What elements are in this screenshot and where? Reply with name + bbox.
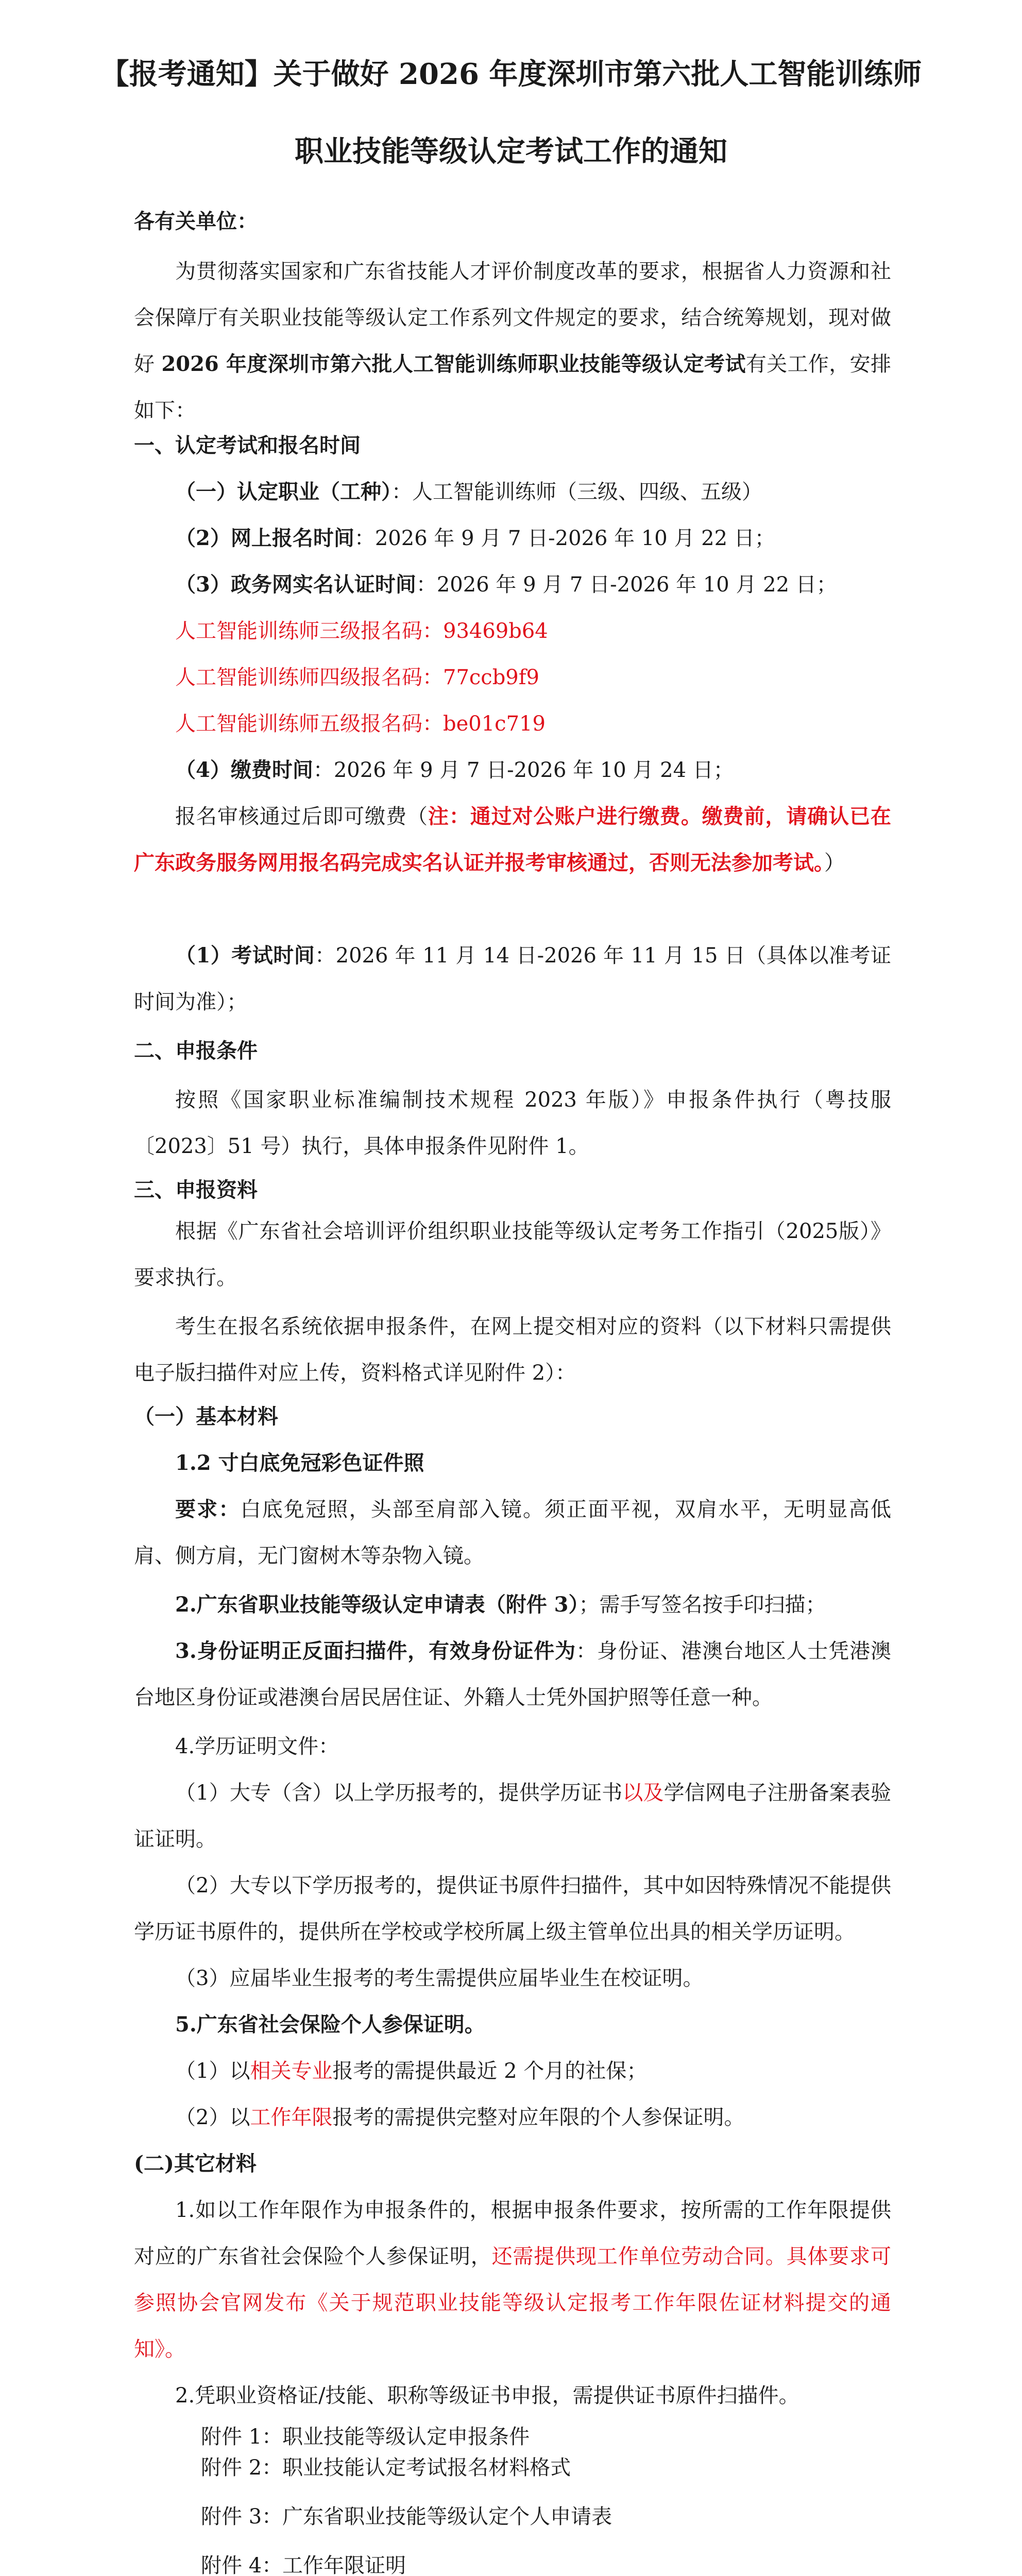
signup-code-level5: 人工智能训练师五级报名码：be01c719 [175, 712, 546, 736]
intro-end-text: 有关工作，安排如下： [134, 352, 891, 422]
online-signup-value: ：2026 年 9 月 7 日-2026 年 10 月 22 日； [354, 527, 775, 550]
requirement-text: 白底免冠照，头部至肩部入镜。须正面平视，双肩水平，无明显高低肩、侧方肩，无门窗树木等杂物入镜。 [134, 1498, 891, 1568]
material-photo: 1.2 寸白底免冠彩色证件照 [175, 1451, 424, 1475]
other-material2: 2.凭职业资格证/技能、职称等级证书申报，需提供证书原件扫描件。 [175, 2384, 799, 2408]
payment-time-line [134, 747, 891, 793]
insurance-item1-text: （1）以 [175, 2059, 250, 2083]
material-social-insurance: 5.广东省社会保险个人参保证明。 [175, 2012, 485, 2037]
other-material1-text: 1.如以工作年限作为申报条件的，根据申报条件要求，按所需的工作年限提供对应的广东省社会保险个人参保证明， [134, 2198, 891, 2268]
payment-note-prefix: 报名审核通过后即可缴费（ [175, 805, 428, 828]
education-item3: （3）应届毕业生报考的考生需提供应届毕业生在校证明。 [175, 1967, 704, 1990]
intro-bold-text: 2026 年度深圳市第六批人工智能训练师职业技能等级认定考试 [161, 352, 746, 376]
realname-auth-label: （3）政务网实名认证时间 [175, 572, 416, 597]
notice-title-line1: 【报考通知】关于做好 2026 年度深圳市第六批人工智能训练师 [100, 57, 922, 91]
job-type-value: ：人工智能训练师（三级、四级、五级） [391, 480, 762, 504]
signup-code-level3: 人工智能训练师三级报名码：93469b64 [175, 619, 548, 643]
material-photo-requirement [134, 1486, 891, 1579]
job-type-line [134, 469, 891, 515]
section1-heading: 一、认定考试和报名时间 [134, 433, 361, 457]
insurance-item1-red: 相关专业 [250, 2059, 333, 2083]
id-proof-label: 3.身份证明正反面扫描件，有效身份证件为 [175, 1639, 576, 1663]
application-form-note: ；需手写签名按手印扫描； [578, 1593, 826, 1617]
other-material1-red: 还需提供现工作单位劳动合同。具体要求可参照协会官网发布《关于规范职业技能等级认定报考工作年限佐证材料提交的通知》。 [134, 2245, 892, 2361]
education-item1-end: 学信网电子注册备案表验证证明。 [134, 1781, 892, 1851]
insurance-item2 [134, 2094, 891, 2141]
insurance-item2-text: （2）以 [175, 2106, 250, 2129]
realname-auth-line [134, 562, 891, 608]
id-proof-text: ：身份证、港澳台地区人士凭港澳台地区身份证或港澳台居民居住证、外籍人士凭外国护照等任意一种。 [134, 1639, 891, 1709]
material-id-proof [134, 1628, 891, 1721]
attachment-4[interactable]: 附件 4：工作年限证明 [201, 2554, 406, 2576]
insurance-item1-end: 报考的需提供最近 2 个月的社保； [332, 2059, 648, 2083]
education-item1 [134, 1770, 891, 1862]
online-signup-label: （2）网上报名时间 [175, 526, 354, 550]
signup-code-level4: 人工智能训练师四级报名码：77ccb9f9 [175, 666, 540, 689]
education-item1-text: （1）大专（含）以上学历报考的，提供学历证书 [175, 1781, 623, 1805]
section3-paragraph2: 考生在报名系统依据申报条件，在网上提交相对应的资料（以下材料只需提供电子版扫描件对应上传，资料格式详见附件 2）： [134, 1315, 891, 1385]
exam-time-value: ：2026 年 11 月 14 日-2026 年 11 月 15 日（具体以准考证时间为准）； [134, 944, 891, 1014]
payment-time-value: ：2026 年 9 月 7 日-2026 年 10 月 24 日； [313, 758, 734, 782]
education-item2: （2）大专以下学历报考的，提供证书原件扫描件，其中如因特殊情况不能提供学历证书原件的，提供所在学校或学校所属上级主管单位出具的相关学历证明。 [134, 1874, 891, 1944]
section3-paragraph1: 根据《广东省社会培训评价组织职业技能等级认定考务工作指引（2025版）》要求执行。 [134, 1219, 891, 1290]
other-materials-heading: (二)其它材料 [134, 2151, 257, 2176]
material-education: 4.学历证明文件： [175, 1735, 339, 1758]
exam-time-line [134, 933, 891, 1025]
education-item1-red: 以及 [622, 1781, 664, 1805]
application-form-label: 2.广东省职业技能等级认定申请表（附件 3） [175, 1592, 579, 1617]
online-signup-line [134, 515, 891, 562]
payment-time-label: （4）缴费时间 [175, 758, 313, 782]
insurance-item2-red: 工作年限 [250, 2106, 333, 2129]
attachment-2[interactable]: 附件 2：职业技能认定考试报名材料格式 [201, 2456, 571, 2480]
other-material1 [134, 2187, 891, 2372]
intro-text: 为贯彻落实国家和广东省技能人才评价制度改革的要求，根据省人力资源和社会保障厅有关职业技能等级认定工作系列文件规定的要求，结合统筹规划，现对做好 [134, 260, 891, 376]
material-application-form [134, 1582, 891, 1628]
job-type-label: （一）认定职业（工种） [175, 480, 391, 504]
attachment-3[interactable]: 附件 3：广东省职业技能等级认定个人申请表 [201, 2505, 612, 2529]
requirement-label: 要求： [175, 1497, 241, 1521]
notice-title-line2: 职业技能等级认定考试工作的通知 [295, 134, 727, 168]
attachment-1[interactable]: 附件 1：职业技能等级认定申报条件 [201, 2425, 530, 2449]
payment-note-suffix: ） [824, 851, 845, 875]
section2-text: 按照《国家职业标准编制技术规程 2023 年版）》申报条件执行（粤技服〔2023〕51 号）执行，具体申报条件见附件 1。 [134, 1088, 891, 1158]
insurance-item1 [134, 2048, 891, 2094]
intro-paragraph [134, 248, 891, 434]
payment-note-warning: 注：通过对公账户进行缴费。缴费前，请确认已在广东政务服务网用报名码完成实名认证并报考审核通过，否则无法参加考试。 [134, 804, 892, 875]
section3-heading: 三、申报资料 [134, 1178, 258, 1202]
insurance-item2-end: 报考的需提供完整对应年限的个人参保证明。 [332, 2106, 745, 2129]
realname-auth-value: ：2026 年 9 月 7 日-2026 年 10 月 22 日； [416, 573, 837, 597]
payment-note [134, 793, 891, 886]
basic-materials-heading: （一）基本材料 [134, 1404, 278, 1429]
greeting: 各有关单位： [134, 209, 258, 233]
exam-time-label: （1）考试时间 [175, 943, 315, 968]
section2-heading: 二、申报条件 [134, 1039, 258, 1063]
